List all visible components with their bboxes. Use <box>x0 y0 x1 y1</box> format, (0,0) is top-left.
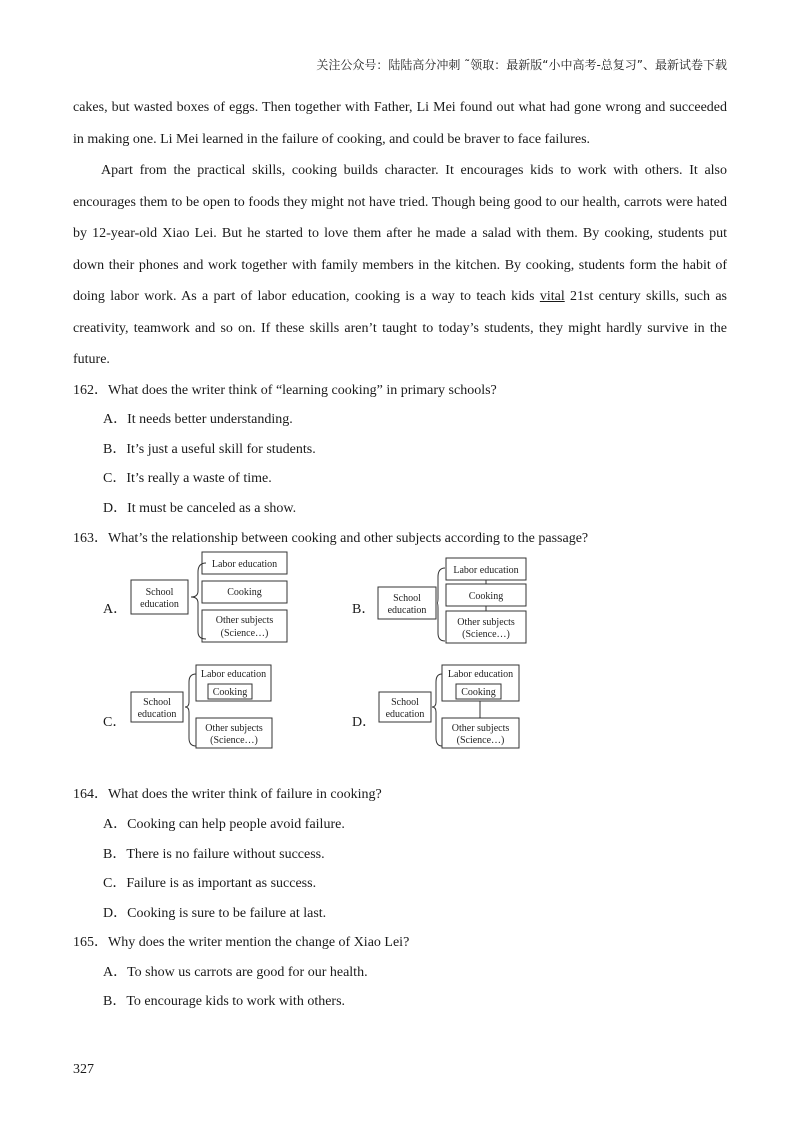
question-163-option-d-label: D． <box>352 715 377 730</box>
diagram-option-c <box>126 664 281 754</box>
diagram-b-other-label-2: (Science…) <box>462 629 510 640</box>
question-163-option-c-label: C． <box>103 715 127 730</box>
diagram-d-school-label-2: education <box>385 709 425 720</box>
question-163-option-a-label: A． <box>103 602 128 617</box>
page-header: 关注公众号：陆陆高分冲刺 ˜领取：最新版“小中高考-总复习”、最新试卷下载 <box>316 58 727 72</box>
question-164-option-b: B．There is no failure without success. <box>103 847 325 862</box>
diagram-b-other-label-1: Other subjects <box>457 617 515 628</box>
diagram-a-school-label-1: School <box>145 587 174 598</box>
diagram-d-other-label-2: (Science…) <box>456 735 505 746</box>
diagram-d-other-label-1: Other subjects <box>451 723 510 734</box>
diagram-c-cooking-label: Cooking <box>212 687 248 698</box>
question-163-stem: 163．What’s the relationship between cooking and other subjects according to the passage? <box>73 531 589 546</box>
question-165-option-a: A．To show us carrots are good for our health. <box>103 965 368 980</box>
diagram-option-a <box>125 550 295 645</box>
question-165-stem: 165．Why does the writer mention the change of Xiao Lei? <box>73 935 410 950</box>
question-162-option-a: A．It needs better understanding. <box>103 412 293 427</box>
diagram-a-other-label-1: Other subjects <box>215 615 274 626</box>
paragraph-2-part-2: 21st century skills, such as creativity, teamwork and so on. If these skills aren’t taught to today’s students, they might hardly survive in the future. <box>73 289 727 367</box>
question-164-option-d: D．Cooking is sure to be failure at last. <box>103 906 327 921</box>
diagram-a-school-label-2: education <box>140 599 179 610</box>
question-164-stem: 164．What does the writer think of failure in cooking? <box>73 787 382 802</box>
diagram-option-d <box>374 664 529 754</box>
diagram-a-other-label-2: (Science…) <box>220 628 269 639</box>
diagram-c-labor-label: Labor education <box>200 669 267 680</box>
paragraph-1: cakes, but wasted boxes of eggs. Then together with Father, Li Mei found out what had gone wrong and succeeded in making one. Li Mei learned in the failure of cooking, and could be braver to face failures. <box>73 100 727 147</box>
diagram-b-school-label-2: education <box>387 605 427 616</box>
question-162-option-c: C．It’s really a waste of time. <box>103 471 272 486</box>
diagram-b-labor-label: Labor education <box>453 565 519 576</box>
diagram-d-cooking-label: Cooking <box>461 687 496 698</box>
question-162-stem: 162．What does the writer think of “learning cooking” in primary schools? <box>73 383 497 398</box>
diagram-d-school-label-1: School <box>391 697 419 708</box>
diagram-a-cooking-label: Cooking <box>227 587 262 598</box>
paragraph-2 <box>73 155 727 376</box>
page-number: 327 <box>73 1062 94 1077</box>
diagram-c-other-label-1: Other subjects <box>205 723 263 734</box>
diagram-b-cooking-label: Cooking <box>468 591 504 602</box>
paragraph-2-part-1: Apart from the practical skills, cooking builds character. It encourages kids to work with others. It also encourages them to be open to foods they might not have tried. Though being good to our health, carrots were hated by 12-year-old Xiao Lei. But he started to love them after he made a salad with them. By cooking, students put down their phones and work together with family members in the kitchen. By cooking, students form the habit of doing labor work. As a part of labor education, cooking is a way to teach kids <box>73 163 727 304</box>
question-165-option-b: B．To encourage kids to work with others. <box>103 994 346 1009</box>
question-162-option-d: D．It must be canceled as a show. <box>103 501 297 516</box>
diagram-option-b <box>374 555 534 647</box>
question-164-option-c: C．Failure is as important as success. <box>103 876 317 891</box>
question-163-option-b-label: B． <box>352 602 376 617</box>
diagram-c-school-label-1: School <box>143 697 171 708</box>
diagram-b-school-label-1: School <box>393 593 421 604</box>
diagram-c-school-label-2: education <box>137 709 177 720</box>
question-162-option-b: B．It’s just a useful skill for students. <box>103 442 316 457</box>
diagram-d-labor-label: Labor education <box>447 669 514 680</box>
underlined-word-vital: vital <box>539 289 565 304</box>
question-164-option-a: A．Cooking can help people avoid failure. <box>103 817 345 832</box>
diagram-c-other-label-2: (Science…) <box>210 735 258 746</box>
diagram-a-labor-label: Labor education <box>211 559 278 570</box>
